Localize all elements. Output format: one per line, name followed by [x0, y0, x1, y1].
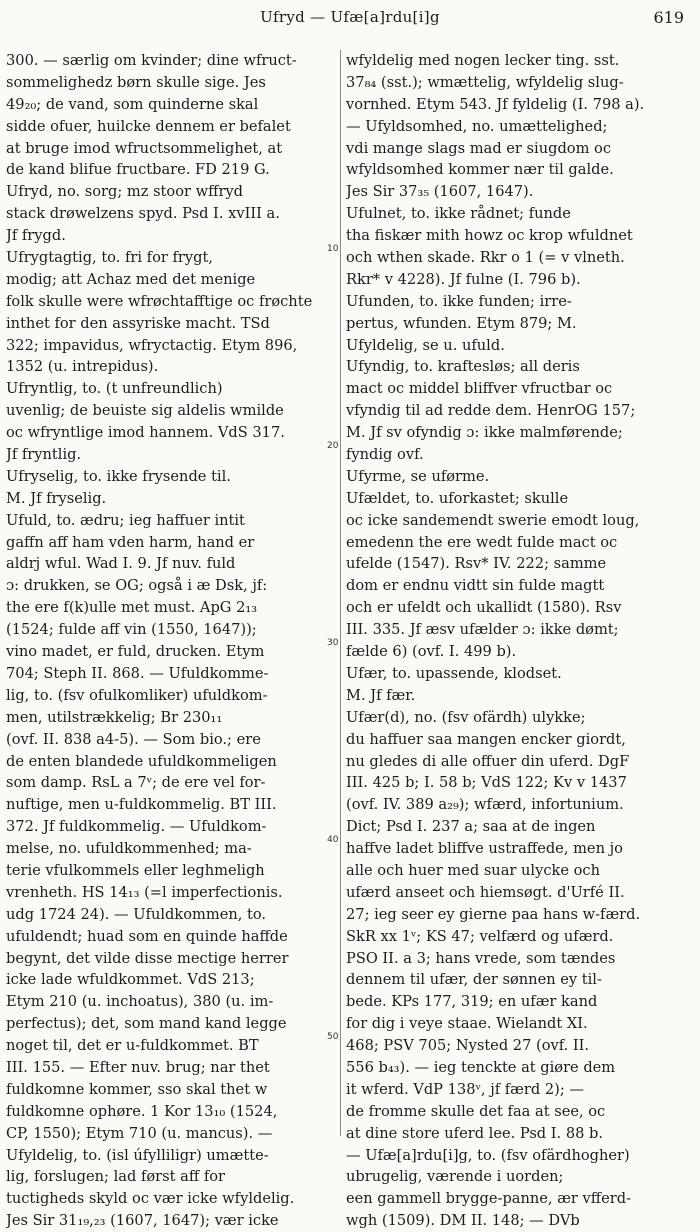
text-line: Ufær(d), no. (fsv ofärdh) ulykke;: [346, 708, 586, 726]
text-line: Ufulnet, to. ikke rådnet; funde: [346, 205, 571, 223]
text-line: aldrj wful. Wad I. 9. Jf nuv. fuld: [6, 555, 236, 573]
text-line: 1352 (u. intrepidus).: [6, 358, 159, 376]
text-line: Ufyldelig, se u. ufuld.: [346, 336, 505, 354]
text-line: uvenlig; de beuiste sig aldelis wmilde: [6, 402, 284, 420]
text-line: III. 155. — Efter nuv. brug; nar thet: [6, 1058, 270, 1076]
text-line: Ufyldelig, to. (isl úfylliligr) umætte-: [6, 1146, 269, 1164]
text-line: dennem til ufær, der sønnen ey til-: [346, 971, 602, 989]
text-line: (ovf. IV. 389 a₂₉); wfærd, infortunium.: [346, 796, 624, 814]
text-line: III. 425 b; I. 58 b; VdS 122; Kv v 1437: [346, 774, 627, 792]
running-head: Ufryd — Ufæ[a]rdu[i]g: [260, 8, 440, 26]
text-line: tha fiskær mith howz oc krop wfuldnet: [346, 227, 633, 245]
text-line: Rkr* v 4228). Jf fulne (I. 796 b).: [346, 270, 581, 288]
text-line: (ovf. II. 838 a4-5). — Som bio.; ere: [6, 730, 261, 748]
text-line: vfyndig til ad redde dem. HenrOG 157;: [346, 402, 636, 420]
text-line: Dict; Psd I. 237 a; saa at de ingen: [346, 818, 596, 836]
text-line: terie vfulkommels eller leghmeligh: [6, 861, 265, 879]
text-line: vdi mange slags mad er siugdom oc: [346, 139, 612, 157]
text-line: inthet for den assyriske macht. TSd: [6, 314, 270, 332]
text-line: mact oc middel bliffver vfructbar oc: [346, 380, 613, 398]
line-number: 20: [327, 441, 339, 451]
text-line: och wthen skade. Rkr o 1 (= v vlneth.: [346, 249, 625, 267]
text-line: Ufryd, no. sorg; mz stoor wffryd: [6, 183, 244, 201]
text-line: — Ufyldsomhed, no. umættelighed;: [346, 117, 608, 135]
text-line: nu gledes di alle offuer din uferd. DgF: [346, 752, 630, 770]
text-line: lig, to. (fsv ofulkomliker) ufuldkom-: [6, 686, 268, 704]
page-header: [0, 6, 700, 30]
text-line: folk skulle were wfrøchtafftige oc frøchte: [6, 292, 313, 310]
line-number: 40: [327, 835, 339, 845]
text-line: Ufunden, to. ikke funden; irre-: [346, 292, 572, 310]
text-line: Ufuld, to. ædru; ieg haffuer intit: [6, 511, 245, 529]
text-line: for dig i veye staae. Wielandt XI.: [346, 1015, 588, 1033]
text-line: udg 1724 24). — Ufuldkommen, to.: [6, 905, 267, 923]
text-line: melse, no. ufuldkommenhed; ma-: [6, 840, 252, 858]
text-line: men, utilstrækkelig; Br 230₁₁: [6, 708, 223, 726]
text-line: vornhed. Etym 543. Jf fyldelig (I. 798 a).: [346, 95, 645, 113]
text-line: Ufær, to. upassende, klodset.: [346, 664, 562, 682]
text-line: SkR xx 1ᵛ; KS 47; velfærd og ufærd.: [346, 927, 614, 945]
text-line: wfyldelig med nogen lecker ting. sst.: [346, 52, 620, 69]
text-line: begynt, det vilde disse mectige herrer: [6, 949, 289, 967]
right-column: [346, 50, 690, 1232]
line-number: 30: [327, 638, 339, 648]
text-line: Ufryselig, to. ikke frysende til.: [6, 467, 231, 485]
text-line: fuldkomne kommer, sso skal thet w: [6, 1080, 268, 1098]
text-line: (1524; fulde aff vin (1550, 1647));: [6, 621, 257, 639]
text-line: sidde ofuer, huilcke dennem er befalet: [6, 117, 291, 135]
text-line: haffve ladet bliffve ustraffede, men jo: [346, 840, 623, 858]
text-line: de enten blandede ufuldkommeligen: [6, 752, 277, 770]
text-line: som damp. RsL a 7ᵛ; de ere vel for-: [6, 774, 266, 792]
text-line: III. 335. Jf æsv ufælder ɔ: ikke dømt;: [346, 621, 619, 639]
text-line: ubrugelig, værende i uorden;: [346, 1168, 564, 1186]
text-line: oc icke sandemendt swerie emodt loug,: [346, 511, 640, 529]
text-line: emedenn the ere wedt fulde mact oc: [346, 533, 618, 551]
text-line: M. Jf fær.: [346, 686, 416, 704]
text-line: Jf frygd.: [6, 227, 66, 245]
text-line: Ufrygtagtig, to. fri for frygt,: [6, 249, 213, 267]
text-line: stack drøwelzens spyd. Psd I. xvIII a.: [6, 205, 280, 223]
text-line: at dine store uferd lee. Psd I. 88 b.: [346, 1124, 604, 1142]
text-line: vrenheth. HS 14₁₃ (=l imperfectionis.: [6, 883, 283, 901]
text-line: Ufyrme, se uførme.: [346, 467, 490, 485]
text-line: fuldkomne ophøre. 1 Kor 13₁₀ (1524,: [6, 1102, 278, 1120]
text-line: nuftige, men u-fuldkommelig. BT III.: [6, 796, 277, 814]
text-line: Jf fryntlig.: [6, 446, 82, 464]
text-line: the ere f(k)ulle met must. ApG 2₁₃: [6, 599, 258, 617]
text-line: du haffuer saa mangen encker giordt,: [346, 730, 626, 748]
text-line: Ufyndig, to. kraftesløs; all deris: [346, 358, 580, 376]
text-line: icke lade wfuldkommet. VdS 213;: [6, 971, 255, 989]
text-line: ufuldendt; huad som en quinde haffde: [6, 927, 288, 945]
text-line: fyndig ovf.: [346, 446, 424, 464]
text-line: 372. Jf fuldkommelig. — Ufuldkom-: [6, 818, 267, 836]
text-line: perfectus); det, som mand kand legge: [6, 1015, 287, 1033]
text-line: 468; PSV 705; Nysted 27 (ovf. II.: [346, 1037, 590, 1055]
text-line: noget til, det er u-fuldkommet. BT: [6, 1037, 259, 1055]
text-line: de fromme skulle det faa at see, oc: [346, 1102, 606, 1120]
text-line: ufelde (1547). Rsv* IV. 222; samme: [346, 555, 607, 573]
text-line: de kand blifue fructbare. FD 219 G.: [6, 161, 270, 179]
text-line: Ufryntlig, to. (t unfreundlich): [6, 380, 223, 398]
text-line: Jes Sir 37₃₅ (1607, 1647).: [346, 183, 534, 201]
text-line: Jes Sir 31₁₉,₂₃ (1607, 1647); vær icke: [6, 1212, 279, 1230]
text-line: pertus, wfunden. Etym 879; M.: [346, 314, 577, 332]
text-line: ɔ: drukken, se OG; også i æ Dsk, jf:: [6, 577, 268, 595]
left-column: [6, 50, 334, 1232]
text-line: 556 b₄₃). — ieg tenckte at giøre dem: [346, 1058, 616, 1076]
text-line: tuctigheds skyld oc vær icke wfyldelig.: [6, 1190, 295, 1208]
text-line: 300. — særlig om kvinder; dine wfruct-: [6, 52, 297, 69]
text-line: 49₂₀; de vand, som quinderne skal: [6, 95, 259, 113]
line-number: 10: [327, 244, 339, 254]
text-line: CP, 1550); Etym 710 (u. mancus). —: [6, 1124, 273, 1142]
text-line: gaffn aff ham vden harm, hand er: [6, 533, 255, 551]
text-line: dom er endnu vidtt sin fulde magtt: [346, 577, 605, 595]
text-line: at bruge imod wfructsommelighet, at: [6, 139, 283, 157]
text-line: modig; att Achaz med det menige: [6, 270, 256, 288]
text-line: M. Jf sv ofyndig ɔ: ikke malmførende;: [346, 424, 623, 442]
text-line: ufærd anseet och hiemsøgt. d'Urfé II.: [346, 883, 625, 901]
text-line: lig, forslugen; lad først aff for: [6, 1168, 225, 1186]
text-line: PSO II. a 3; hans vrede, som tændes: [346, 949, 616, 967]
text-line: M. Jf fryselig.: [6, 489, 107, 507]
text-line: sommelighedz børn skulle sige. Jes: [6, 73, 266, 91]
text-line: vino madet, er fuld, drucken. Etym: [6, 643, 265, 661]
text-line: och er ufeldt och ukallidt (1580). Rsv: [346, 599, 622, 617]
text-line: alle och huer med suar ulycke och: [346, 861, 600, 879]
text-line: wfyldsomhed kommer nær til galde.: [346, 161, 614, 179]
text-line: 704; Steph II. 868. — Ufuldkomme-: [6, 664, 269, 682]
text-line: 27; ieg seer ey gierne paa hans w-færd.: [346, 905, 641, 923]
line-number: 50: [327, 1032, 339, 1042]
text-line: bede. KPs 177, 319; en ufær kand: [346, 993, 598, 1011]
page-number: 619: [653, 8, 684, 27]
text-line: Etym 210 (u. inchoatus), 380 (u. im-: [6, 993, 274, 1011]
text-line: it wferd. VdP 138ᵛ, jf færd 2); —: [346, 1080, 584, 1098]
text-line: Ufældet, to. uforkastet; skulle: [346, 489, 569, 507]
text-line: 322; impavidus, wfryctactig. Etym 896,: [6, 336, 298, 354]
column-divider: [340, 50, 341, 1136]
text-line: een gammell brygge-panne, ær vfferd-: [346, 1190, 632, 1208]
text-line: — Ufæ[a]rdu[i]g, to. (fsv ofärdhogher): [346, 1146, 630, 1164]
text-line: fælde 6) (ovf. I. 499 b).: [346, 643, 517, 661]
text-line: oc wfryntlige imod hannem. VdS 317.: [6, 424, 285, 442]
text-line: wgh (1509). DM II. 148; — DVb: [346, 1212, 580, 1230]
text-line: 37₈₄ (sst.); wmættelig, wfyldelig slug-: [346, 73, 624, 91]
